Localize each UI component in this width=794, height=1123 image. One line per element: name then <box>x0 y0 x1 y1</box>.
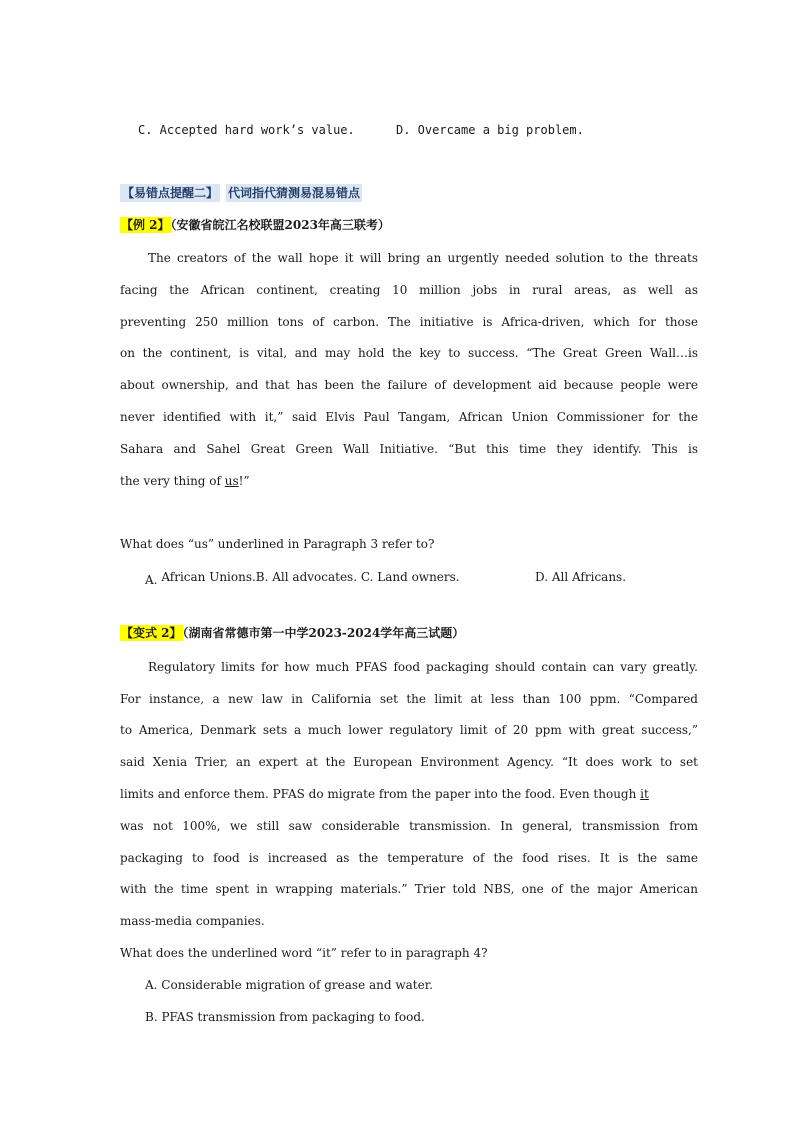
passage-line: packaging to food is increased as the temperature of the food rises. It is the same <box>120 851 698 865</box>
passage-text: !” <box>238 474 250 488</box>
passage-line: about ownership, and that has been the failure of development aid because people were <box>120 378 698 392</box>
passage-line: preventing 250 million tons of carbon. The initiative is Africa-driven, which for those <box>120 315 698 329</box>
passage-line: said Xenia Trier, an expert at the European Environment Agency. “It does work to set <box>120 755 698 769</box>
passage-line: The creators of the wall hope it will bring an urgently needed solution to the threats <box>148 251 698 265</box>
passage-line <box>120 473 698 489</box>
question-variant: What does the underlined word “it” refer to in paragraph 4? <box>120 946 488 960</box>
passage-text: limits and enforce them. PFAS do migrate from the paper into the food. Even though <box>120 787 641 801</box>
option-b-variant: B. PFAS transmission from packaging to food. <box>145 1010 425 1024</box>
underlined-word-us: us <box>224 474 239 488</box>
section-heading-text: 代词指代猜测易混易错点 <box>228 186 361 200</box>
question-example: What does “us” underlined in Paragraph 3 refer to? <box>120 537 435 551</box>
option-c: C. Accepted hard work’s value. <box>138 123 355 137</box>
section-heading-tag: 【易错点提醒二】 <box>122 186 219 200</box>
option-d-example: D. All Africans. <box>535 570 627 584</box>
passage-line: with the time spent in wrapping materials.” Trier told NBS, one of the major American <box>120 882 698 896</box>
passage-line: Regulatory limits for how much PFAS food packaging should contain can vary greatly. <box>148 660 698 674</box>
options-text: African Unions.B. All advocates. C. Land owners. <box>161 570 460 584</box>
passage-line: to America, Denmark sets a much lower regulatory limit of 20 ppm with great success,” <box>120 723 698 737</box>
section-heading <box>120 185 698 201</box>
underlined-word-it: it <box>640 787 649 801</box>
passage-text: the very thing of <box>120 474 225 488</box>
example-tag: 【例 2】 <box>121 218 170 232</box>
passage-line: was not 100%, we still saw considerable transmission. In general, transmission from <box>120 819 698 833</box>
example-header <box>120 217 698 233</box>
option-d: D. Overcame a big problem. <box>396 123 584 137</box>
example-source: （安徽省皖江名校联盟2023年高三联考） <box>170 218 390 232</box>
passage-line: mass-media companies. <box>120 914 265 928</box>
variant-tag: 【变式 2】 <box>121 626 182 640</box>
passage-line <box>120 786 698 802</box>
passage-line: on the continent, is vital, and may hold the key to success. “The Great Green Wall…is <box>120 346 698 360</box>
variant-source: （湖南省常德市第一中学2023-2024学年高三试题） <box>182 626 465 640</box>
option-a-variant: A. Considerable migration of grease and water. <box>145 978 433 992</box>
passage-line: never identified with it,” said Elvis Paul Tangam, African Union Commissioner for the <box>120 410 698 424</box>
passage-line: Sahara and Sahel Great Green Wall Initiative. “But this time they identify. This is <box>120 442 698 456</box>
passage-line: For instance, a new law in California set the limit at less than 100 ppm. “Compared <box>120 692 698 706</box>
passage-line: facing the African continent, creating 10 million jobs in rural areas, as well as <box>120 283 698 297</box>
option-a-letter: A. <box>145 573 158 587</box>
variant-header <box>120 625 698 641</box>
